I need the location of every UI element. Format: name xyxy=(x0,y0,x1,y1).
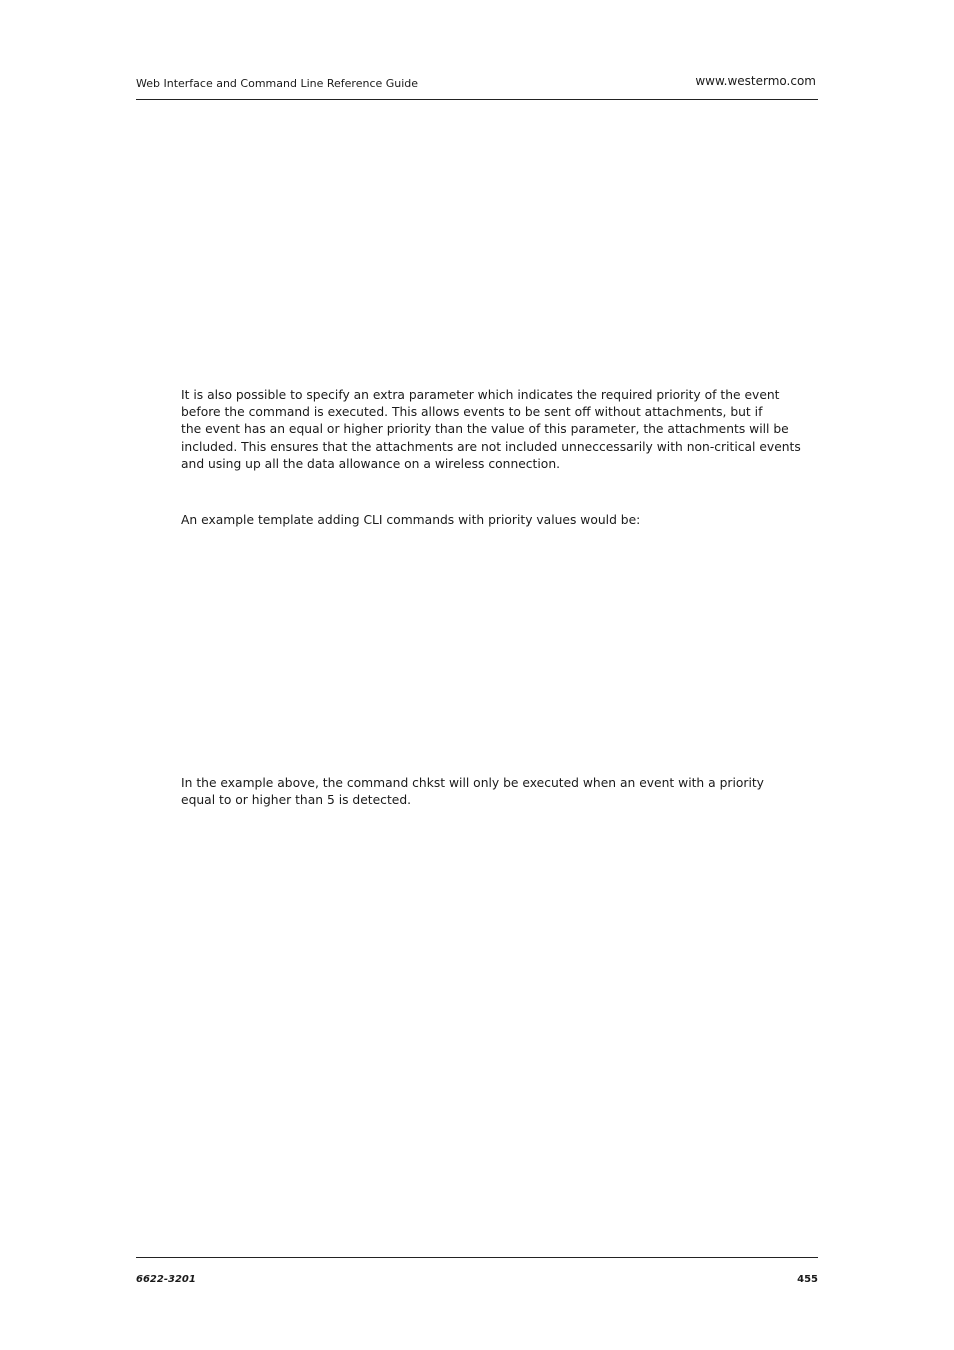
paragraph-line: before the command is executed. This allows events to be sent off without attachments, but if xyxy=(181,405,763,420)
page-footer xyxy=(136,1257,818,1288)
paragraph-line: the event has an equal or higher priority than the value of this parameter, the attachments will be xyxy=(181,422,789,437)
paragraph-line: equal to or higher than 5 is detected. xyxy=(181,793,412,808)
paragraph-line: and using up all the data allowance on a wireless connection. xyxy=(181,456,561,471)
header-title: Web Interface and Command Line Reference Guide xyxy=(136,77,419,90)
header-url: www.westermo.com xyxy=(695,74,816,88)
document-number: 6622-3201 xyxy=(136,1274,196,1285)
example-explanation-paragraph xyxy=(181,775,781,809)
page-number: 455 xyxy=(797,1274,818,1285)
paragraph-line: It is also possible to specify an extra parameter which indicates the required priority of the event xyxy=(181,388,780,402)
page-header xyxy=(136,70,818,100)
priority-parameter-paragraph xyxy=(181,387,801,473)
example-intro-paragraph: An example template adding CLI commands with priority values would be: xyxy=(181,513,641,527)
paragraph-line: included. This ensures that the attachments are not included unneccessarily with non-critical events xyxy=(181,439,801,454)
paragraph-line: In the example above, the command chkst will only be executed when an event with a priority xyxy=(181,776,764,790)
